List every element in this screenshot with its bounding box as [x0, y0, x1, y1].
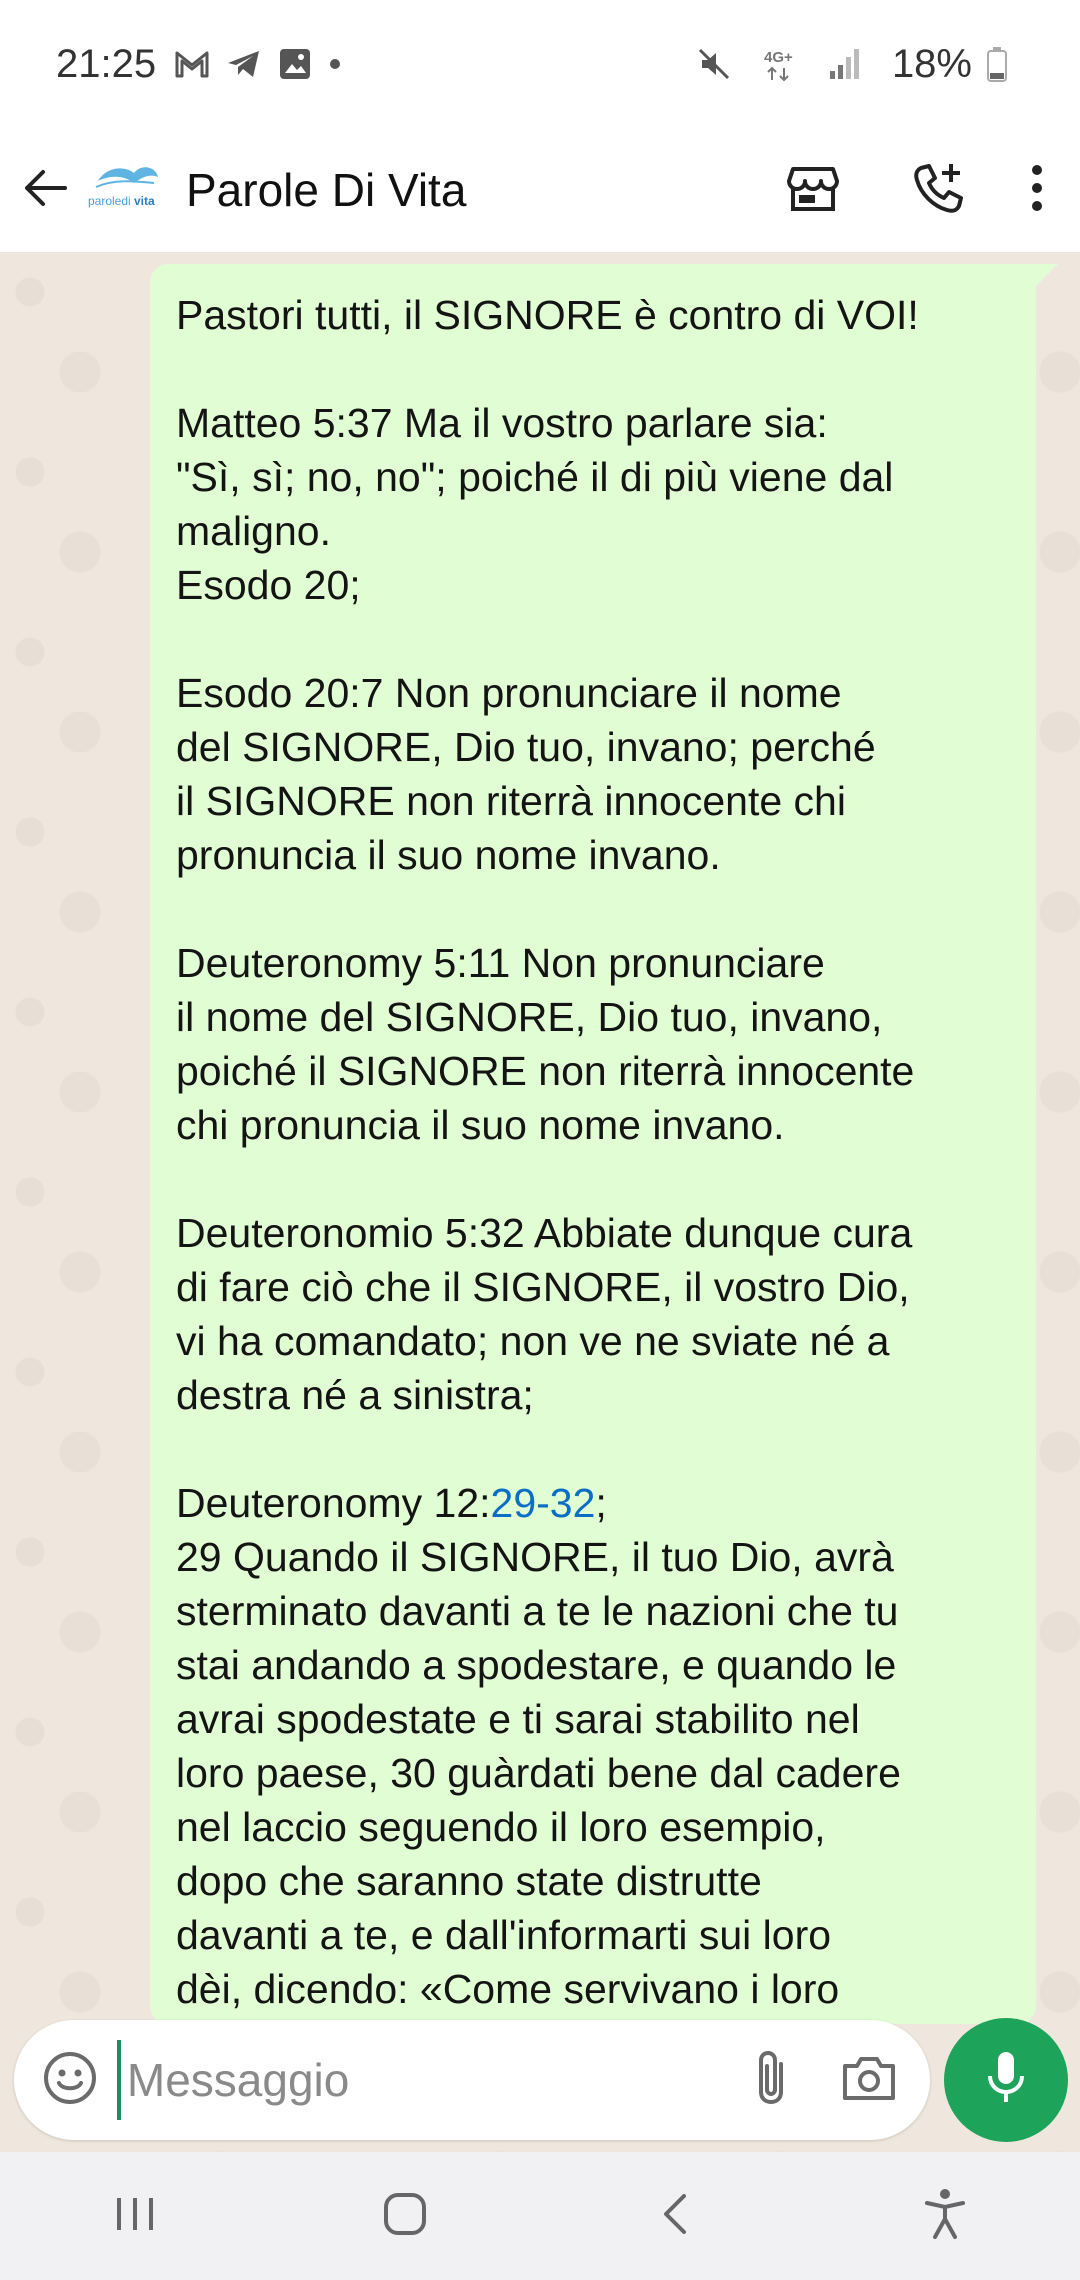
message-line	[176, 882, 1010, 936]
attach-button[interactable]	[725, 2020, 818, 2140]
message-composer	[14, 2020, 930, 2140]
message-line: 29 Quando il SIGNORE, il tuo Dio, avrà	[176, 1534, 894, 1580]
more-options-button[interactable]	[1002, 128, 1072, 252]
message-input[interactable]	[117, 2040, 725, 2120]
microphone-icon	[984, 2050, 1028, 2111]
message-line: maligno.	[176, 508, 331, 554]
home-icon	[381, 2190, 429, 2243]
nav-back-button[interactable]	[605, 2152, 745, 2280]
camera-button[interactable]	[818, 2020, 920, 2140]
recents-icon	[113, 2194, 157, 2239]
header-actions	[750, 128, 1080, 252]
call-add-button[interactable]	[876, 128, 1002, 252]
message-line: nel laccio seguendo il loro esempio,	[176, 1804, 826, 1850]
message-line	[176, 1152, 1010, 1206]
system-nav-bar	[0, 2152, 1080, 2280]
message-text	[176, 288, 1010, 2016]
camera-icon	[841, 2054, 897, 2107]
back-arrow-icon	[23, 168, 67, 213]
shop-button[interactable]	[750, 128, 876, 252]
mute-icon	[696, 46, 732, 82]
message-line: davanti a te, e dall'informarti sui loro	[176, 1912, 832, 1958]
chat-header	[0, 128, 1080, 252]
message-line: vi ha comandato; non ve ne sviate né a	[176, 1318, 890, 1364]
4g-icon	[762, 46, 798, 82]
message-line	[176, 1422, 1010, 1476]
message-line: il nome del SIGNORE, Dio tuo, invano,	[176, 994, 883, 1040]
emoji-icon	[42, 2050, 98, 2111]
voice-record-button[interactable]	[944, 2018, 1068, 2142]
message-line: pronuncia il suo nome invano.	[176, 832, 721, 878]
paperclip-icon	[753, 2048, 789, 2113]
message-bubble[interactable]	[150, 264, 1036, 2024]
verse-link[interactable]: 29-32	[490, 1480, 596, 1526]
message-line: "Sì, sì; no, no"; poiché il di più viene dal	[176, 454, 894, 500]
recents-button[interactable]	[65, 2152, 205, 2280]
battery-percent: 18%	[891, 41, 972, 86]
status-bar	[0, 0, 1080, 128]
status-right	[696, 42, 1024, 87]
message-line	[176, 612, 1010, 666]
battery-icon	[986, 46, 1008, 82]
emoji-button[interactable]	[24, 2020, 117, 2140]
dot-icon	[328, 57, 342, 71]
message-line: Matteo 5:37 Ma il vostro parlare sia:	[176, 400, 828, 446]
shop-icon	[787, 165, 839, 216]
telegram-icon	[226, 48, 262, 80]
message-line: destra né a sinistra;	[176, 1372, 534, 1418]
message-line: avrai spodestate e ti sarai stabilito nel	[176, 1696, 860, 1742]
chevron-left-icon	[660, 2192, 690, 2241]
message-line: di fare ciò che il SIGNORE, il vostro Dio,	[176, 1264, 910, 1310]
message-line: Deuteronomio 5:32 Abbiate dunque cura	[176, 1210, 913, 1256]
message-line: dopo che saranno state distrutte	[176, 1858, 762, 1904]
message-line: poiché il SIGNORE non riterrà innocente	[176, 1048, 915, 1094]
message-line: dèi, dicendo: «Come servivano i loro	[176, 1966, 840, 2012]
more-vert-icon	[1030, 164, 1044, 217]
home-button[interactable]	[335, 2152, 475, 2280]
message-line: Esodo 20:7 Non pronunciare il nome	[176, 670, 842, 716]
message-line: stai andando a spodestare, e quando le	[176, 1642, 897, 1688]
signal-icon	[828, 47, 862, 81]
back-button[interactable]	[0, 128, 90, 252]
link-line-prefix: Deuteronomy 12:	[176, 1480, 491, 1526]
message-line-with-link	[176, 1476, 1010, 1530]
call-add-icon	[913, 162, 965, 219]
message-line: Pastori tutti, il SIGNORE è contro di VOI!	[176, 292, 919, 338]
gallery-icon	[278, 47, 312, 81]
avatar[interactable]	[84, 149, 166, 231]
message-line: il SIGNORE non riterrà innocente chi	[176, 778, 846, 824]
message-line: del SIGNORE, Dio tuo, invano; perché	[176, 724, 876, 770]
link-line-suffix: ;	[595, 1480, 607, 1526]
message-line: chi pronuncia il suo nome invano.	[176, 1102, 785, 1148]
accessibility-button[interactable]	[875, 2152, 1015, 2280]
status-time: 21:25	[56, 41, 157, 86]
message-line: loro paese, 30 guàrdati bene dal cadere	[176, 1750, 901, 1796]
message-line: sterminato davanti a te le nazioni che tu	[176, 1588, 899, 1634]
avatar-text-a: paroledi	[88, 194, 131, 208]
chat-title[interactable]: Parole Di Vita	[186, 164, 467, 216]
message-line: Esodo 20;	[176, 562, 361, 608]
message-line: Deuteronomy 5:11 Non pronunciare	[176, 940, 825, 986]
avatar-text-b: vita	[134, 194, 155, 208]
message-line	[176, 342, 1010, 396]
accessibility-icon	[923, 2187, 967, 2246]
chat-area[interactable]	[0, 252, 1080, 2152]
svg-text:4G+: 4G+	[763, 49, 793, 66]
gmail-icon	[174, 49, 210, 79]
